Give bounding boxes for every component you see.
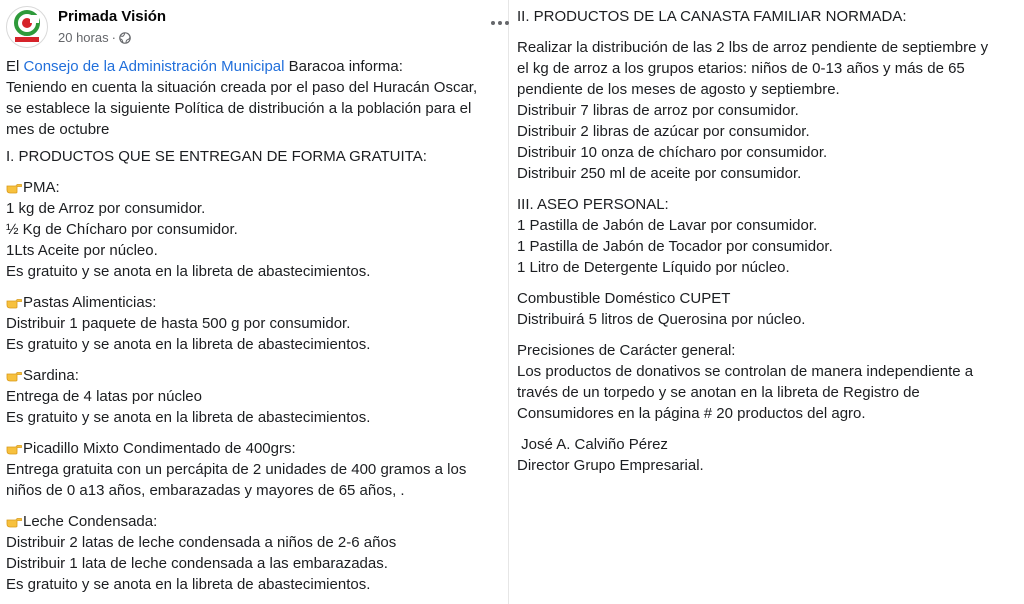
meta-separator: · <box>111 30 116 45</box>
general-line: Los productos de donativos se controlan de manera independiente a <box>517 363 974 380</box>
general-line: Consumidores en la página # 20 productos del agro. <box>517 405 866 422</box>
backhand-index-pointing-right-icon <box>6 513 22 527</box>
pma-line: 1Lts Aceite por núcleo. <box>6 242 158 259</box>
section2-line: Distribuir 7 libras de arroz por consumidor. <box>517 102 799 119</box>
intro-rest: Baracoa informa: <box>284 58 403 75</box>
picadillo-line: Entrega gratuita con un percápita de 2 unidades de 400 gramos a los <box>6 461 467 478</box>
section2-line: Distribuir 250 ml de aceite por consumidor. <box>517 165 802 182</box>
post-left-column <box>6 0 504 595</box>
general-line: través de un torpedo y se anotan en la libreta de Registro de <box>517 384 920 401</box>
post-right-column <box>517 0 1015 476</box>
leche-line: Distribuir 1 lata de leche condensada a las embarazadas. <box>6 555 388 572</box>
section2-title: II. PRODUCTOS DE LA CANASTA FAMILIAR NORMADA: <box>517 8 907 25</box>
section3-line: 1 Pastilla de Jabón de Tocador por consumidor. <box>517 238 833 255</box>
backhand-index-pointing-right-icon <box>6 367 22 381</box>
intro-line: Teniendo en cuenta la situación creada por el paso del Huracán Oscar, <box>6 79 478 96</box>
leche-line: Distribuir 2 latas de leche condensada a niños de 2-6 años <box>6 534 397 551</box>
section1-title: I. PRODUCTOS QUE SE ENTREGAN DE FORMA GRATUITA: <box>6 148 427 165</box>
backhand-index-pointing-right-icon <box>6 179 22 193</box>
pma-line: Es gratuito y se anota en la libreta de abastecimientos. <box>6 263 371 280</box>
post-timestamp[interactable]: 20 horas <box>58 30 109 45</box>
picadillo-title: Picadillo Mixto Condimentado de 400grs: <box>23 440 296 457</box>
sardina-line: Es gratuito y se anota en la libreta de abastecimientos. <box>6 409 371 426</box>
intro-line: se establece la siguiente Política de distribución a la población para el <box>6 100 472 117</box>
section2-intro-line: Realizar la distribución de las 2 lbs de arroz pendiente de septiembre y <box>517 39 989 56</box>
signature-title: Director Grupo Empresarial. <box>517 457 704 474</box>
backhand-index-pointing-right-icon <box>6 294 22 308</box>
intro-line: mes de octubre <box>6 121 110 138</box>
primada-vision-logo-icon <box>7 7 47 47</box>
leche-heading <box>6 511 504 532</box>
general-title: Precisiones de Carácter general: <box>517 342 736 359</box>
intro-first-line <box>6 56 504 77</box>
page-name-link[interactable]: Primada Visión <box>58 8 167 25</box>
section2-line: Distribuir 2 libras de azúcar por consumidor. <box>517 123 810 140</box>
fuel-line: Distribuirá 5 litros de Querosina por núcleo. <box>517 311 806 328</box>
picadillo-heading <box>6 438 504 459</box>
pastas-line: Es gratuito y se anota en la libreta de abastecimientos. <box>6 336 371 353</box>
fuel-title: Combustible Doméstico CUPET <box>517 290 731 307</box>
section3-line: 1 Pastilla de Jabón de Lavar por consumidor. <box>517 217 818 234</box>
pma-title: PMA: <box>23 179 60 196</box>
post-header <box>6 0 504 56</box>
section2-intro-line: el kg de arroz a los grupos etarios: niños de 0-13 años y más de 65 <box>517 60 965 77</box>
sardina-heading <box>6 365 504 386</box>
section2-line: Distribuir 10 onza de chícharo por consumidor. <box>517 144 828 161</box>
pastas-line: Distribuir 1 paquete de hasta 500 g por consumidor. <box>6 315 351 332</box>
pma-heading <box>6 177 504 198</box>
leche-line: Es gratuito y se anota en la libreta de abastecimientos. <box>6 576 371 593</box>
section3-title: III. ASEO PERSONAL: <box>517 196 669 213</box>
backhand-index-pointing-right-icon <box>6 440 22 454</box>
globe-icon[interactable] <box>119 32 131 44</box>
column-divider <box>508 0 509 604</box>
more-options-icon[interactable] <box>489 14 511 32</box>
consejo-link[interactable]: Consejo de la Administración Municipal <box>23 58 285 75</box>
section2-intro-line: pendiente de los meses de agosto y septiembre. <box>517 81 840 98</box>
post-meta <box>58 30 131 46</box>
pastas-title: Pastas Alimenticias: <box>23 294 157 311</box>
section3-line: 1 Litro de Detergente Líquido por núcleo. <box>517 259 790 276</box>
avatar[interactable] <box>6 6 48 48</box>
sardina-line: Entrega de 4 latas por núcleo <box>6 388 202 405</box>
leche-title: Leche Condensada: <box>23 513 158 530</box>
picadillo-line: niños de 0 a13 años, embarazadas y mayores de 65 años, . <box>6 482 405 499</box>
pastas-heading <box>6 292 504 313</box>
pma-line: ½ Kg de Chícharo por consumidor. <box>6 221 238 238</box>
intro-prefix: El <box>6 58 24 75</box>
signature-name: José A. Calviño Pérez <box>517 436 668 453</box>
pma-line: 1 kg de Arroz por consumidor. <box>6 200 206 217</box>
sardina-title: Sardina: <box>23 367 79 384</box>
